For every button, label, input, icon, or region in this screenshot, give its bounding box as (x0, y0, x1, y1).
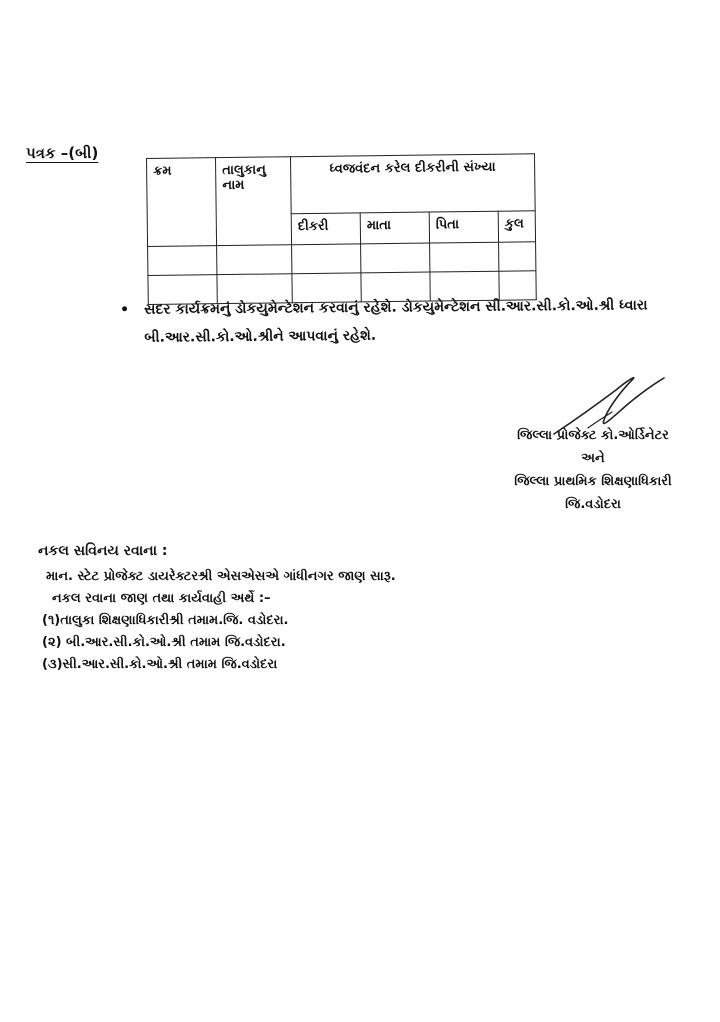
table-cell (217, 245, 292, 275)
signatory-line-3: જિલ્લા પ્રાથમિક શિક્ષણાધિકારી (514, 474, 672, 489)
copy-heading: નકલ સવિનય રવાના : (38, 543, 168, 559)
signatory-line-4: જિ.વડોદરા (565, 497, 621, 512)
list-item: (૨) બી.આર.સી.કો.ઓ.શ્રી તમામ જિ.વડોદરા. (42, 635, 286, 650)
table-cell (361, 243, 430, 273)
subheader-daughter: દીકરી (291, 213, 360, 245)
table-cell (148, 246, 217, 276)
table-cell (499, 242, 536, 271)
table-row (148, 242, 536, 276)
list-item: (૩)સી.આર.સી.કો.ઓ.શ્રી તમામ જિ.વડોદરા (42, 657, 278, 672)
girls-count-table (146, 153, 537, 305)
copy-forwarded-section (38, 540, 518, 676)
table-cell (430, 242, 499, 272)
bullet-icon: • (120, 301, 130, 318)
header-flag-hoisting-count: ધ્વજવંદન કરેલ દીકરીની સંખ્યા (290, 154, 535, 214)
list-item: (૧)તાલુકા શિક્ષણાધિકારીશ્રી તમામ.જિ. વડોદરા. (42, 613, 289, 628)
note-text: સદર કાર્યક્રમનું ડોકયુમેન્ટેશન કરવાનું રહેશે. ડોકયુમેન્ટેશન સી.આર.સી.કો.ઓ.શ્રી ધ્વારા બી.આર.સી.કો.ઓ.શ્રીને આપવાનું રહેશે. (144, 297, 648, 346)
subheader-father: પિતા (429, 211, 498, 243)
subheader-total: કુલ (498, 211, 535, 242)
documentation-note (120, 291, 705, 352)
header-serial: ક્રમ (147, 158, 217, 247)
signatory-line-1: જિલ્લા પ્રોજેક્ટ કો.ઓર્ડિનેટર (517, 428, 669, 443)
copy-line-1: માન. સ્ટેટ પ્રોજેક્ટ ડાયરેક્ટરશ્રી એસએસએ ગાંધીનગર જાણ સારૂ. (46, 569, 396, 584)
subheader-mother: માતા (360, 212, 429, 244)
header-taluka-name: તાલુકાનુ નામ (216, 157, 292, 246)
signatory-block (488, 424, 698, 516)
copy-line-2: નકલ રવાના જાણ તથા કાર્યવાહી અર્થે :– (52, 591, 271, 606)
form-label: પત્રક –(બી) (26, 144, 99, 162)
signatory-line-2: અને (581, 451, 605, 466)
table-header-row (147, 154, 536, 216)
table-cell (292, 244, 361, 274)
